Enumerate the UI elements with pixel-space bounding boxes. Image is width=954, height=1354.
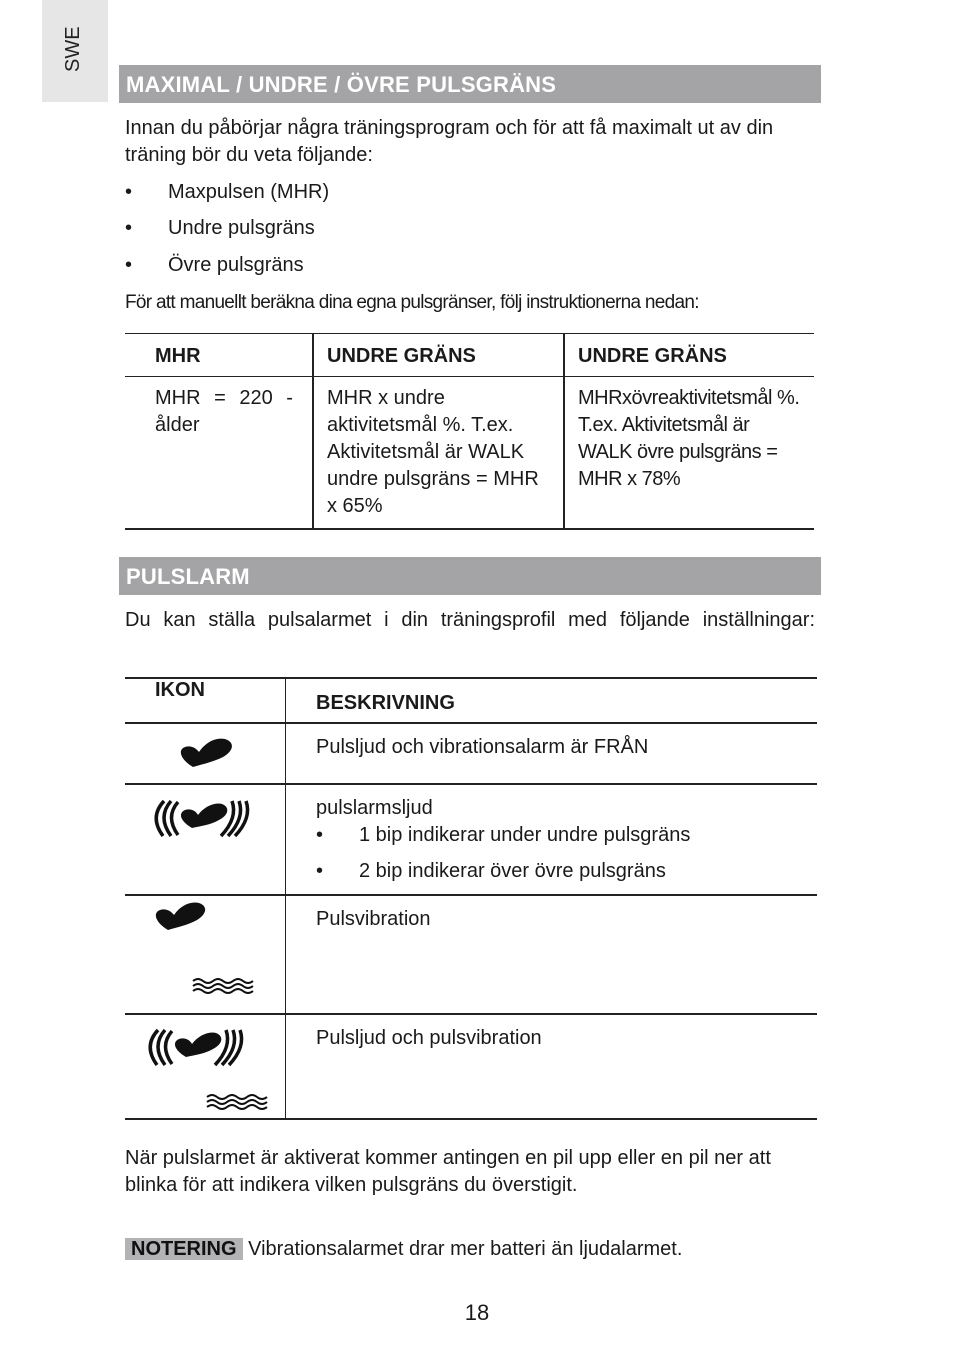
- description-cell: Pulsvibration: [286, 895, 818, 1014]
- section-heading-pulse-alarm: PULSLARM: [119, 557, 821, 595]
- icon-cell: [125, 723, 286, 784]
- language-label: SWE: [62, 26, 84, 72]
- table-header-row: [125, 334, 814, 377]
- sub-list-item: • 2 bip indikerar över övre pulsgräns: [316, 860, 666, 882]
- icon-cell: [125, 784, 286, 895]
- table-row: [125, 784, 817, 895]
- section-heading-pulse-limits: MAXIMAL / UNDRE / ÖVRE PULSGRÄNS: [119, 65, 821, 103]
- table-row: [125, 895, 817, 1014]
- heart-sound-vibration-icon: [125, 1015, 285, 1118]
- header-mhr: MHR: [125, 334, 313, 377]
- description-cell: Pulsljud och vibrationsalarm är FRÅN: [286, 723, 818, 784]
- icon-cell: [125, 895, 286, 1014]
- pulse-limits-table: [125, 333, 814, 530]
- instruction-text: För att manuellt beräkna dina egna pulsgränser, följ instruktionerna nedan:: [125, 292, 699, 313]
- cell-mhr-formula: MHR = 220 - ålder: [125, 377, 313, 529]
- table-row: [125, 723, 817, 784]
- table-row: [125, 377, 814, 529]
- language-tab: [42, 0, 108, 102]
- header-lower-limit: UNDRE GRÄNS: [313, 334, 564, 377]
- header-upper-limit: UNDRE GRÄNS: [564, 334, 814, 377]
- sub-list-item: • 1 bip indikerar under undre pulsgräns: [316, 824, 691, 846]
- note-text: Vibrationsalarmet drar mer batteri än ljudalarmet.: [248, 1238, 683, 1260]
- note-line: [125, 1236, 815, 1263]
- icon-cell: [125, 1014, 286, 1119]
- description-cell: pulslarmsljud • 1 bip indikerar under undre pulsgräns • 2 bip indikerar över övre pulsgräns: [286, 784, 818, 895]
- alarm-intro-line: Du kan ställa pulsalarmet i din träningsprofil med följande inställningar:: [125, 609, 815, 631]
- pulse-alarm-table: [125, 677, 817, 1120]
- cell-upper-formula: MHRxövreaktivitetsmål %. T.ex. Aktivitetsmål är WALK övre pulsgräns = MHR x 78%: [564, 377, 814, 529]
- note-badge: NOTERING: [125, 1238, 243, 1260]
- heart-icon: [125, 724, 285, 783]
- intro-paragraph: Innan du påbörjar några träningsprogram och för att få maximalt ut av din träning bör du veta följande:: [125, 117, 774, 166]
- alarm-outro-paragraph: När pulslarmet är aktiverat kommer antingen en pil upp eller en pil ner att blinka för att indikera vilken pulsgräns du överstigit.: [125, 1147, 771, 1196]
- table-header-row: [125, 678, 817, 723]
- description-cell: Pulsljud och pulsvibration: [286, 1014, 818, 1119]
- page-number: 18: [464, 1300, 490, 1325]
- heart-sound-icon: [125, 785, 285, 891]
- heart-vibration-icon: [125, 896, 285, 1013]
- cell-lower-formula: MHR x undre aktivitetsmål %. T.ex. Aktivitetsmål är WALK undre pulsgräns = MHR x 65%: [313, 377, 564, 529]
- header-icon: IKON: [125, 678, 286, 723]
- header-description: BESKRIVNING: [286, 678, 818, 723]
- table-row: [125, 1014, 817, 1119]
